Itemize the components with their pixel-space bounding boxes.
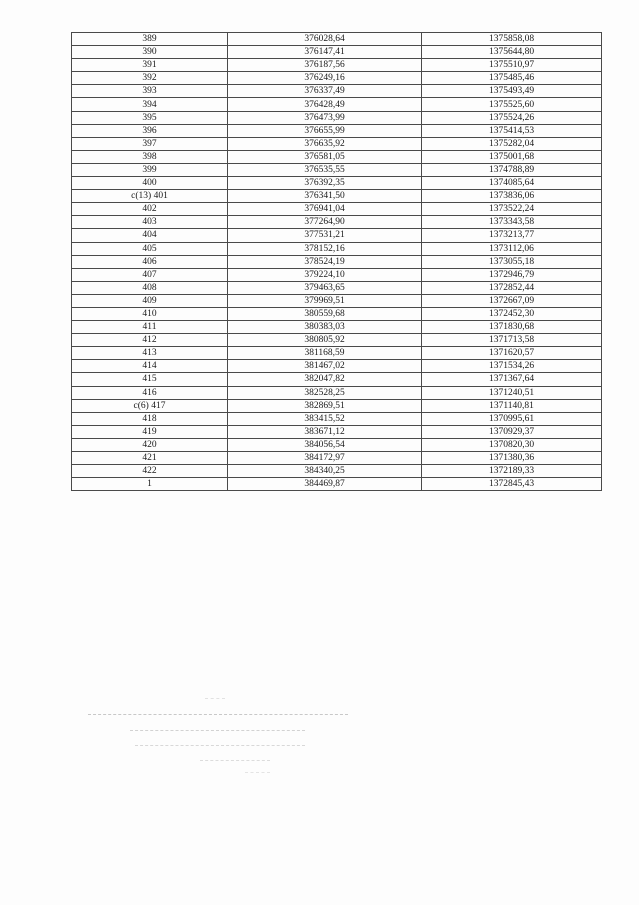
table-row	[72, 334, 602, 347]
x-coordinate-cell: 384340,25	[228, 465, 422, 478]
table-row	[72, 360, 602, 373]
point-number-cell: 395	[72, 111, 228, 124]
x-coordinate-cell: 376392,35	[228, 177, 422, 190]
y-coordinate-cell: 1371830,68	[422, 321, 602, 334]
x-coordinate-cell: 376473,99	[228, 111, 422, 124]
y-coordinate-cell: 1375510,97	[422, 59, 602, 72]
y-coordinate-cell: 1375524,26	[422, 111, 602, 124]
x-coordinate-cell: 376635,92	[228, 137, 422, 150]
table-row	[72, 229, 602, 242]
y-coordinate-cell: 1371140,81	[422, 399, 602, 412]
y-coordinate-cell: 1373213,77	[422, 229, 602, 242]
table-row	[72, 242, 602, 255]
point-number-cell: 399	[72, 163, 228, 176]
x-coordinate-cell: 379463,65	[228, 281, 422, 294]
table-row	[72, 465, 602, 478]
x-coordinate-cell: 378524,19	[228, 255, 422, 268]
y-coordinate-cell: 1371367,64	[422, 373, 602, 386]
table-row	[72, 347, 602, 360]
y-coordinate-cell: 1373522,24	[422, 203, 602, 216]
x-coordinate-cell: 380805,92	[228, 334, 422, 347]
table-row	[72, 412, 602, 425]
x-coordinate-cell: 377531,21	[228, 229, 422, 242]
x-coordinate-cell: 376147,41	[228, 46, 422, 59]
x-coordinate-cell: 376655,99	[228, 124, 422, 137]
faded-signature-line	[200, 760, 270, 761]
table-row	[72, 373, 602, 386]
y-coordinate-cell: 1375858,08	[422, 33, 602, 46]
point-number-cell: 393	[72, 85, 228, 98]
point-number-cell: 416	[72, 386, 228, 399]
point-number-cell: 394	[72, 98, 228, 111]
point-number-cell: 422	[72, 465, 228, 478]
point-number-cell: 419	[72, 425, 228, 438]
x-coordinate-cell: 384172,97	[228, 452, 422, 465]
table-row	[72, 268, 602, 281]
point-number-cell: c(13) 401	[72, 190, 228, 203]
x-coordinate-cell: 382047,82	[228, 373, 422, 386]
y-coordinate-cell: 1373836,06	[422, 190, 602, 203]
point-number-cell: 411	[72, 321, 228, 334]
y-coordinate-cell: 1375485,46	[422, 72, 602, 85]
point-number-cell: 409	[72, 294, 228, 307]
point-number-cell: 403	[72, 216, 228, 229]
x-coordinate-cell: 376941,04	[228, 203, 422, 216]
x-coordinate-cell: 379969,51	[228, 294, 422, 307]
point-number-cell: 391	[72, 59, 228, 72]
y-coordinate-cell: 1375414,53	[422, 124, 602, 137]
y-coordinate-cell: 1370820,30	[422, 438, 602, 451]
y-coordinate-cell: 1372452,30	[422, 307, 602, 320]
x-coordinate-cell: 380383,03	[228, 321, 422, 334]
point-number-cell: 389	[72, 33, 228, 46]
point-number-cell: 406	[72, 255, 228, 268]
point-number-cell: 412	[72, 334, 228, 347]
faded-signature-mark	[205, 698, 225, 699]
x-coordinate-cell: 380559,68	[228, 307, 422, 320]
point-number-cell: 404	[72, 229, 228, 242]
y-coordinate-cell: 1370929,37	[422, 425, 602, 438]
x-coordinate-cell: 376028,64	[228, 33, 422, 46]
point-number-cell: 390	[72, 46, 228, 59]
y-coordinate-cell: 1371380,36	[422, 452, 602, 465]
table-row	[72, 452, 602, 465]
y-coordinate-cell: 1374788,89	[422, 163, 602, 176]
y-coordinate-cell: 1373343,58	[422, 216, 602, 229]
table-row	[72, 150, 602, 163]
y-coordinate-cell: 1372189,33	[422, 465, 602, 478]
y-coordinate-cell: 1371713,58	[422, 334, 602, 347]
y-coordinate-cell: 1373055,18	[422, 255, 602, 268]
x-coordinate-cell: 376341,50	[228, 190, 422, 203]
table-row	[72, 321, 602, 334]
y-coordinate-cell: 1371534,26	[422, 360, 602, 373]
y-coordinate-cell: 1370995,61	[422, 412, 602, 425]
faded-signature-line	[135, 745, 305, 746]
point-number-cell: 408	[72, 281, 228, 294]
table-row	[72, 190, 602, 203]
table-row	[72, 294, 602, 307]
table-row	[72, 255, 602, 268]
table-row	[72, 281, 602, 294]
x-coordinate-cell: 378152,16	[228, 242, 422, 255]
y-coordinate-cell: 1372667,09	[422, 294, 602, 307]
y-coordinate-cell: 1375493,49	[422, 85, 602, 98]
x-coordinate-cell: 376581,05	[228, 150, 422, 163]
point-number-cell: 414	[72, 360, 228, 373]
y-coordinate-cell: 1372852,44	[422, 281, 602, 294]
x-coordinate-cell: 382869,51	[228, 399, 422, 412]
x-coordinate-cell: 376428,49	[228, 98, 422, 111]
y-coordinate-cell: 1375525,60	[422, 98, 602, 111]
x-coordinate-cell: 379224,10	[228, 268, 422, 281]
table-row	[72, 124, 602, 137]
point-number-cell: 420	[72, 438, 228, 451]
x-coordinate-cell: 376187,56	[228, 59, 422, 72]
x-coordinate-cell: 383671,12	[228, 425, 422, 438]
point-number-cell: 397	[72, 137, 228, 150]
x-coordinate-cell: 376535,55	[228, 163, 422, 176]
point-number-cell: 413	[72, 347, 228, 360]
point-number-cell: 392	[72, 72, 228, 85]
table-row	[72, 399, 602, 412]
point-number-cell: c(6) 417	[72, 399, 228, 412]
point-number-cell: 410	[72, 307, 228, 320]
x-coordinate-cell: 381168,59	[228, 347, 422, 360]
point-number-cell: 415	[72, 373, 228, 386]
x-coordinate-cell: 381467,02	[228, 360, 422, 373]
y-coordinate-cell: 1371240,51	[422, 386, 602, 399]
x-coordinate-cell: 383415,52	[228, 412, 422, 425]
x-coordinate-cell: 376249,16	[228, 72, 422, 85]
table-row	[72, 203, 602, 216]
table-row	[72, 33, 602, 46]
table-row	[72, 478, 602, 491]
table-row	[72, 46, 602, 59]
faded-signature-mark	[245, 772, 270, 773]
faded-signature-line	[130, 730, 305, 731]
table-row	[72, 177, 602, 190]
y-coordinate-cell: 1374085,64	[422, 177, 602, 190]
table-row	[72, 438, 602, 451]
y-coordinate-cell: 1373112,06	[422, 242, 602, 255]
point-number-cell: 1	[72, 478, 228, 491]
x-coordinate-cell: 377264,90	[228, 216, 422, 229]
table-row	[72, 307, 602, 320]
y-coordinate-cell: 1375644,80	[422, 46, 602, 59]
point-number-cell: 418	[72, 412, 228, 425]
y-coordinate-cell: 1375282,04	[422, 137, 602, 150]
table-row	[72, 98, 602, 111]
x-coordinate-cell: 384056,54	[228, 438, 422, 451]
table-row	[72, 137, 602, 150]
y-coordinate-cell: 1372845,43	[422, 478, 602, 491]
point-number-cell: 405	[72, 242, 228, 255]
point-number-cell: 400	[72, 177, 228, 190]
y-coordinate-cell: 1372946,79	[422, 268, 602, 281]
table-row	[72, 72, 602, 85]
faded-signature-line	[88, 714, 348, 715]
x-coordinate-cell: 384469,87	[228, 478, 422, 491]
y-coordinate-cell: 1375001,68	[422, 150, 602, 163]
table-row	[72, 59, 602, 72]
table-row	[72, 386, 602, 399]
x-coordinate-cell: 376337,49	[228, 85, 422, 98]
point-number-cell: 396	[72, 124, 228, 137]
x-coordinate-cell: 382528,25	[228, 386, 422, 399]
point-number-cell: 421	[72, 452, 228, 465]
coordinates-table	[71, 32, 602, 491]
point-number-cell: 407	[72, 268, 228, 281]
table-row	[72, 85, 602, 98]
table-row	[72, 216, 602, 229]
table-row	[72, 425, 602, 438]
table-row	[72, 163, 602, 176]
coordinates-table-body	[72, 33, 602, 491]
point-number-cell: 398	[72, 150, 228, 163]
point-number-cell: 402	[72, 203, 228, 216]
y-coordinate-cell: 1371620,57	[422, 347, 602, 360]
table-row	[72, 111, 602, 124]
